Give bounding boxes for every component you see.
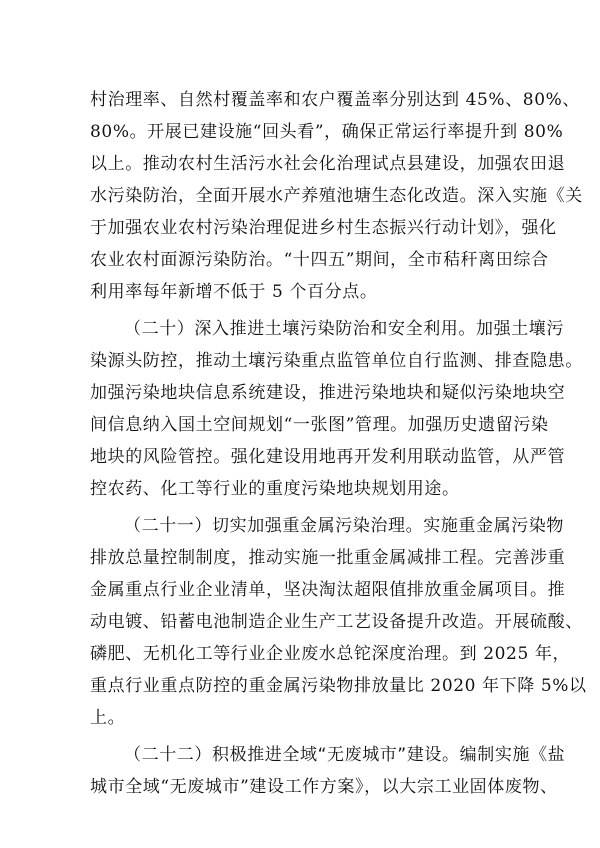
text-line: 重点行业重点防控的重金属污染物排放量比 2020 年下降 5%以 (90, 676, 587, 696)
document-body (90, 84, 587, 803)
text-line: 水污染防治，全面开展水产养殖池塘生态化改造。深入实施《关 (90, 186, 583, 206)
paragraph-22 (90, 739, 566, 803)
paragraph-20 (90, 313, 583, 505)
text-line: 于加强农业农村污染治理促进乡村生态振兴行动计划》，强化 (90, 218, 557, 238)
paragraph-first-line (90, 313, 564, 345)
text-line: 以上。推动农村生活污水社会化治理试点县建设，加强农田退 (90, 154, 566, 174)
text-line: 加强污染地块信息系统建设，推进污染地块和疑似污染地块空 (90, 383, 566, 403)
text-line: 控农药、化工等行业的重度污染地块规划用途。 (90, 479, 460, 499)
section-heading-22: （二十二）积极推进全域“无废城市”建设。 (124, 745, 460, 765)
text-run: 编制实施《盐 (459, 745, 566, 765)
text-line: 城市全域“无废城市”建设工作方案》，以大宗工业固体废物、 (90, 777, 558, 797)
text-line: 上。 (90, 708, 126, 728)
paragraph-first-line (90, 739, 566, 771)
section-heading-21: （二十一）切实加强重金属污染治理。 (124, 516, 424, 536)
text-line: 利用率每年新增不低于 5 个百分点。 (90, 282, 378, 302)
text-line: 染源头防控，推动土壤污染重点监管单位自行监测、排查隐患。 (90, 351, 583, 371)
section-heading-20: （二十）深入推进土壤污染防治和安全利用。 (124, 319, 476, 339)
text-line: 动电镀、铅蓄电池制造企业生产工艺设备提升改造。开展硫酸、 (90, 612, 583, 632)
text-line: 金属重点行业企业清单，坚决淘汰超限值排放重金属项目。推 (90, 580, 566, 600)
paragraph-21 (90, 510, 587, 734)
text-line: 间信息纳入国土空间规划“一张图”管理。加强历史遗留污染 (90, 415, 549, 435)
text-run: 实施重金属污染物 (423, 516, 565, 536)
paragraph-first-line (90, 510, 565, 542)
text-run: 加强土壤污 (476, 319, 564, 339)
text-line: 农业农村面源污染防治。“十四五”期间，全市秸秆离田综合 (90, 250, 549, 270)
text-line: 80%。开展已建设施“回头看”，确保正常运行率提升到 80% (90, 122, 564, 142)
text-line: 磷肥、无机化工等行业企业废水总铊深度治理。到 2025 年， (90, 644, 571, 664)
text-line: 地块的风险管控。强化建设用地再开发利用联动监管，从严管 (90, 447, 566, 467)
text-line: 排放总量控制制度，推动实施一批重金属减排工程。完善涉重 (90, 548, 566, 568)
text-line: 村治理率、自然村覆盖率和农户覆盖率分别达到 45%、80%、 (90, 90, 580, 110)
paragraph-intro (90, 84, 583, 308)
